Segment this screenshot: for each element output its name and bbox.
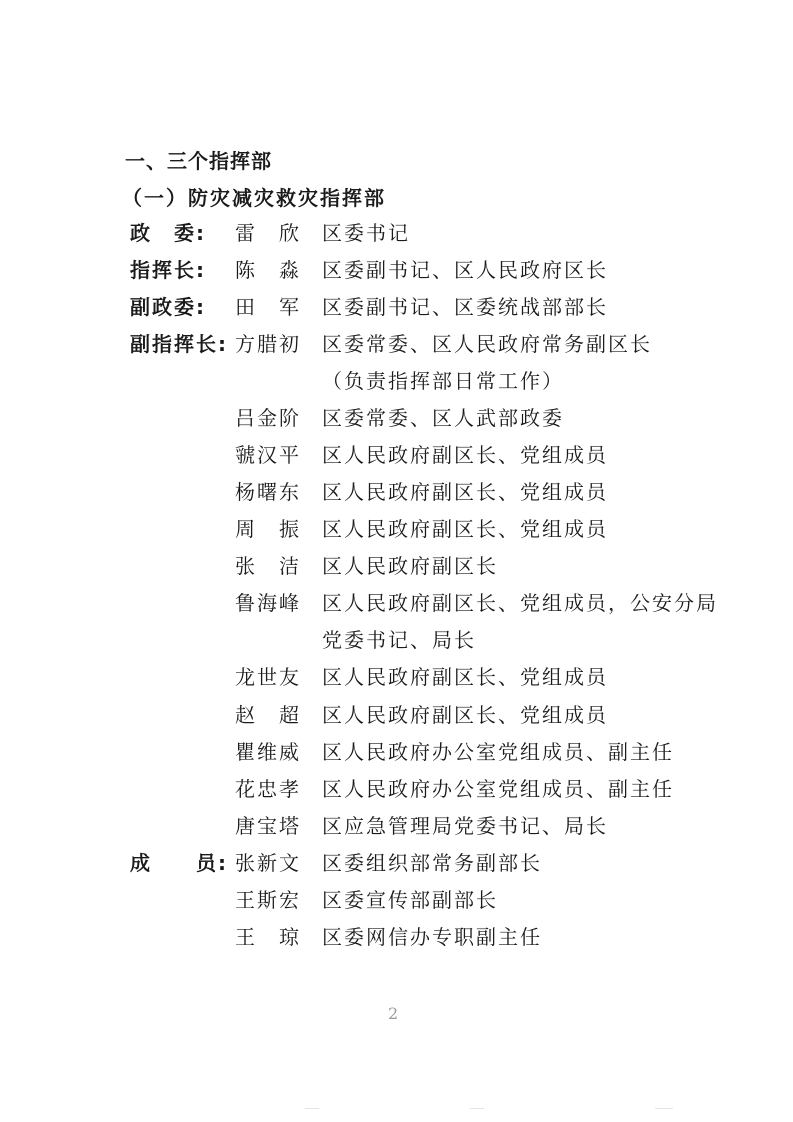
position-title: 区委副书记、区人民政府区长 bbox=[322, 258, 608, 282]
position-title: 区委常委、区人武部政委 bbox=[322, 406, 564, 430]
scan-artifact bbox=[655, 1108, 673, 1109]
person-name: 吕金阶 bbox=[235, 406, 301, 430]
position-title: 区人民政府副区长、党组成员，公安分局 bbox=[322, 591, 718, 615]
position-title: 区委网信办专职副主任 bbox=[322, 925, 542, 949]
position-title: 区人民政府副区长、党组成员 bbox=[322, 517, 608, 541]
position-title-continuation: （负责指挥部日常工作） bbox=[322, 369, 564, 393]
position-title: 区委副书记、区委统战部部长 bbox=[322, 295, 608, 319]
position-title: 区人民政府副区长、党组成员 bbox=[322, 665, 608, 689]
position-title: 区人民政府副区长 bbox=[322, 554, 498, 578]
person-name: 鲁海峰 bbox=[235, 591, 301, 615]
sub-heading: （一）防灾减灾救灾指挥部 bbox=[122, 186, 386, 210]
person-name: 田 军 bbox=[235, 295, 301, 319]
person-name: 花忠孝 bbox=[235, 777, 301, 801]
position-title: 区人民政府办公室党组成员、副主任 bbox=[322, 777, 674, 801]
section-heading: 一、三个指挥部 bbox=[125, 149, 272, 173]
role-label: 政 委: bbox=[130, 221, 206, 245]
person-name: 龙世友 bbox=[235, 665, 301, 689]
position-title: 区人民政府副区长、党组成员 bbox=[322, 443, 608, 467]
page-number: 2 bbox=[388, 1004, 399, 1023]
person-name: 王 琼 bbox=[235, 925, 301, 949]
role-label: 副指挥长: bbox=[130, 332, 228, 356]
position-title: 区应急管理局党委书记、局长 bbox=[322, 814, 608, 838]
person-name: 雷 欣 bbox=[235, 221, 301, 245]
person-name: 虢汉平 bbox=[235, 443, 301, 467]
person-name: 王斯宏 bbox=[235, 888, 301, 912]
position-title: 区委常委、区人民政府常务副区长 bbox=[322, 332, 652, 356]
person-name: 张新文 bbox=[235, 851, 301, 875]
position-title: 区委书记 bbox=[322, 221, 410, 245]
person-name: 杨曙东 bbox=[235, 480, 301, 504]
role-label: 成 员: bbox=[130, 851, 228, 875]
person-name: 瞿维威 bbox=[235, 740, 301, 764]
person-name: 赵 超 bbox=[235, 703, 301, 727]
role-label: 副政委: bbox=[130, 295, 206, 319]
position-title: 区人民政府副区长、党组成员 bbox=[322, 703, 608, 727]
position-title: 区人民政府副区长、党组成员 bbox=[322, 480, 608, 504]
person-name: 张 洁 bbox=[235, 554, 301, 578]
position-title: 区委宣传部副部长 bbox=[322, 888, 498, 912]
person-name: 方腊初 bbox=[235, 332, 301, 356]
position-title-continuation: 党委书记、局长 bbox=[322, 628, 476, 652]
person-name: 陈 淼 bbox=[235, 258, 301, 282]
position-title: 区人民政府办公室党组成员、副主任 bbox=[322, 740, 674, 764]
scan-artifact bbox=[470, 1108, 484, 1109]
person-name: 周 振 bbox=[235, 517, 301, 541]
person-name: 唐宝塔 bbox=[235, 814, 301, 838]
scan-artifact bbox=[305, 1108, 319, 1109]
role-label: 指挥长: bbox=[130, 258, 206, 282]
position-title: 区委组织部常务副部长 bbox=[322, 851, 542, 875]
